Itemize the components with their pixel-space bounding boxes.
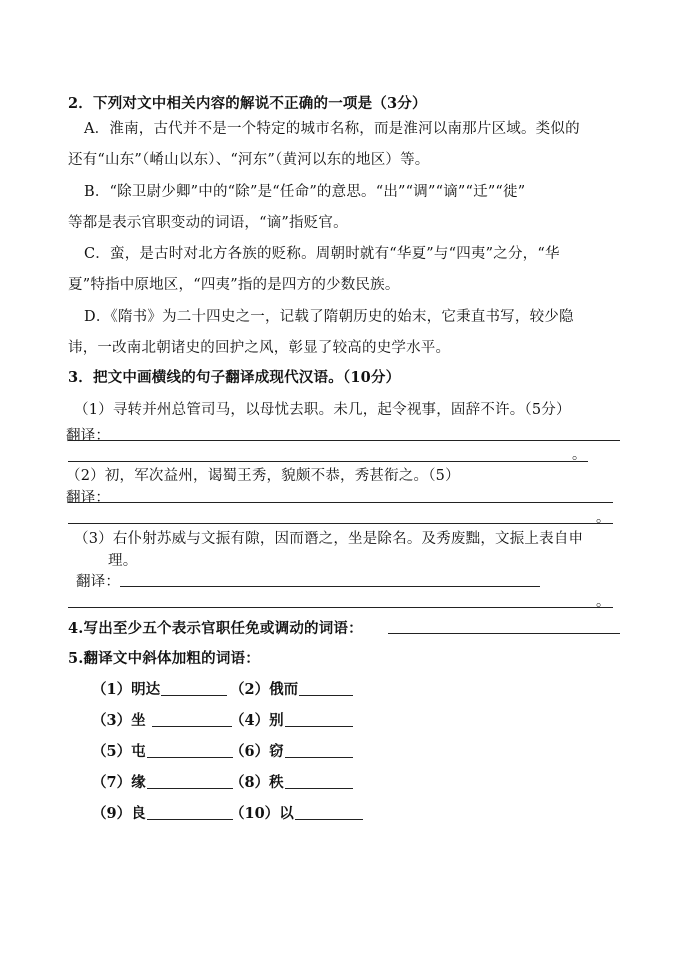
q2-option-c-line2: 夏”特指中原地区，“四夷”指的是四方的少数民族。 bbox=[68, 277, 400, 293]
q3-period-1: 。 bbox=[572, 447, 586, 463]
vocab-item-2 bbox=[230, 678, 353, 699]
vocab-answer-blank[interactable] bbox=[285, 712, 353, 727]
q4-title: 4.写出至少五个表示官职任免或调动的词语： bbox=[68, 620, 363, 637]
vocab-answer-blank[interactable] bbox=[161, 681, 227, 696]
vocab-word: 窃 bbox=[269, 743, 284, 760]
q5-title: 5.翻译文中斜体加粗的词语： bbox=[68, 650, 260, 667]
vocab-item-3 bbox=[92, 709, 232, 730]
vocab-item-6 bbox=[230, 740, 353, 761]
vocab-num: （8） bbox=[230, 774, 270, 791]
vocab-word: 缘 bbox=[131, 774, 146, 791]
q2-title: 2．下列对文中相关内容的解说不正确的一项是（3分） bbox=[68, 95, 427, 112]
vocab-item-4 bbox=[230, 709, 353, 730]
vocab-answer-blank[interactable] bbox=[152, 712, 232, 727]
q3-answer-line-2a[interactable] bbox=[68, 502, 613, 503]
q3-translate-label-1: 翻译： bbox=[66, 428, 111, 444]
vocab-num: （3） bbox=[92, 712, 132, 729]
vocab-item-10 bbox=[230, 802, 363, 823]
q2-option-a-line1: A．淮南，古代并不是一个特定的城市名称，而是淮河以南那片区域。类似的 bbox=[84, 121, 580, 137]
vocab-word: 明达 bbox=[131, 681, 161, 698]
q2-option-d-line1: D．《隋书》为二十四史之一，记载了隋朝历史的始末，它秉直书写，较少隐 bbox=[84, 309, 574, 325]
q3-translate-label-3: 翻译： bbox=[76, 574, 121, 590]
vocab-item-8 bbox=[230, 771, 353, 792]
q3-title: 3．把文中画横线的句子翻译成现代汉语。（10分） bbox=[68, 369, 401, 386]
q2-option-a-line2: 还有“山东”（崤山以东）、“河东”（黄河以东的地区）等。 bbox=[68, 152, 430, 168]
vocab-item-7 bbox=[92, 771, 233, 792]
q2-option-b-line2: 等都是表示官职变动的词语，“谪”指贬官。 bbox=[68, 215, 348, 231]
vocab-num: （1） bbox=[92, 681, 132, 698]
vocab-answer-blank[interactable] bbox=[285, 774, 353, 789]
q3-sentence-1: （1）寻转并州总管司马，以母忧去职。未几，起令视事，固辞不许。（5分） bbox=[74, 402, 571, 418]
vocab-num: （2） bbox=[230, 681, 270, 698]
q2-option-b-line1: B．“除卫尉少卿”中的“除”是“任命”的意思。“出”“调”“谪”“迁”“徙” bbox=[84, 184, 526, 200]
q3-answer-line-2b[interactable] bbox=[68, 523, 613, 524]
q3-answer-line-1b[interactable] bbox=[68, 461, 588, 462]
q3-translate-label-2: 翻译： bbox=[66, 490, 111, 506]
vocab-word: 秩 bbox=[269, 774, 284, 791]
q3-sentence-3-line2: 理。 bbox=[108, 553, 138, 569]
q3-answer-line-3a[interactable] bbox=[120, 586, 540, 587]
vocab-answer-blank[interactable] bbox=[147, 805, 233, 820]
vocab-word: 以 bbox=[279, 805, 294, 822]
q3-answer-line-3b[interactable] bbox=[68, 607, 613, 608]
q3-answer-line-1a[interactable] bbox=[68, 440, 620, 441]
q3-sentence-3-line1: （3）右仆射苏威与文振有隙，因而谮之，坐是除名。及秀废黜，文振上表自申 bbox=[74, 531, 584, 547]
vocab-num: （6） bbox=[230, 743, 270, 760]
vocab-num: （7） bbox=[92, 774, 132, 791]
vocab-answer-blank[interactable] bbox=[147, 743, 233, 758]
vocab-item-1 bbox=[92, 678, 227, 699]
q4-answer-line[interactable] bbox=[388, 633, 620, 634]
vocab-answer-blank[interactable] bbox=[299, 681, 353, 696]
vocab-num: （5） bbox=[92, 743, 132, 760]
vocab-word: 别 bbox=[269, 712, 284, 729]
vocab-item-5 bbox=[92, 740, 233, 761]
vocab-word: 坐 bbox=[131, 712, 146, 729]
q3-sentence-2: （2）初，军次益州，谒蜀王秀，貌颇不恭，秀甚衔之。（5） bbox=[66, 468, 460, 484]
vocab-word: 良 bbox=[131, 805, 146, 822]
vocab-answer-blank[interactable] bbox=[295, 805, 363, 820]
vocab-answer-blank[interactable] bbox=[147, 774, 233, 789]
q2-option-d-line2: 讳，一改南北朝诸史的回护之风，彰显了较高的史学水平。 bbox=[68, 340, 451, 356]
vocab-word: 屯 bbox=[131, 743, 146, 760]
vocab-item-9 bbox=[92, 802, 233, 823]
q2-option-c-line1: C．蛮，是古时对北方各族的贬称。周朝时就有“华夏”与“四夷”之分，“华 bbox=[84, 246, 560, 262]
vocab-num: （10） bbox=[230, 805, 280, 822]
vocab-answer-blank[interactable] bbox=[285, 743, 353, 758]
vocab-word: 俄而 bbox=[269, 681, 299, 698]
q3-period-3: 。 bbox=[596, 594, 610, 610]
q3-period-2: 。 bbox=[596, 510, 610, 526]
vocab-num: （4） bbox=[230, 712, 270, 729]
vocab-num: （9） bbox=[92, 805, 132, 822]
